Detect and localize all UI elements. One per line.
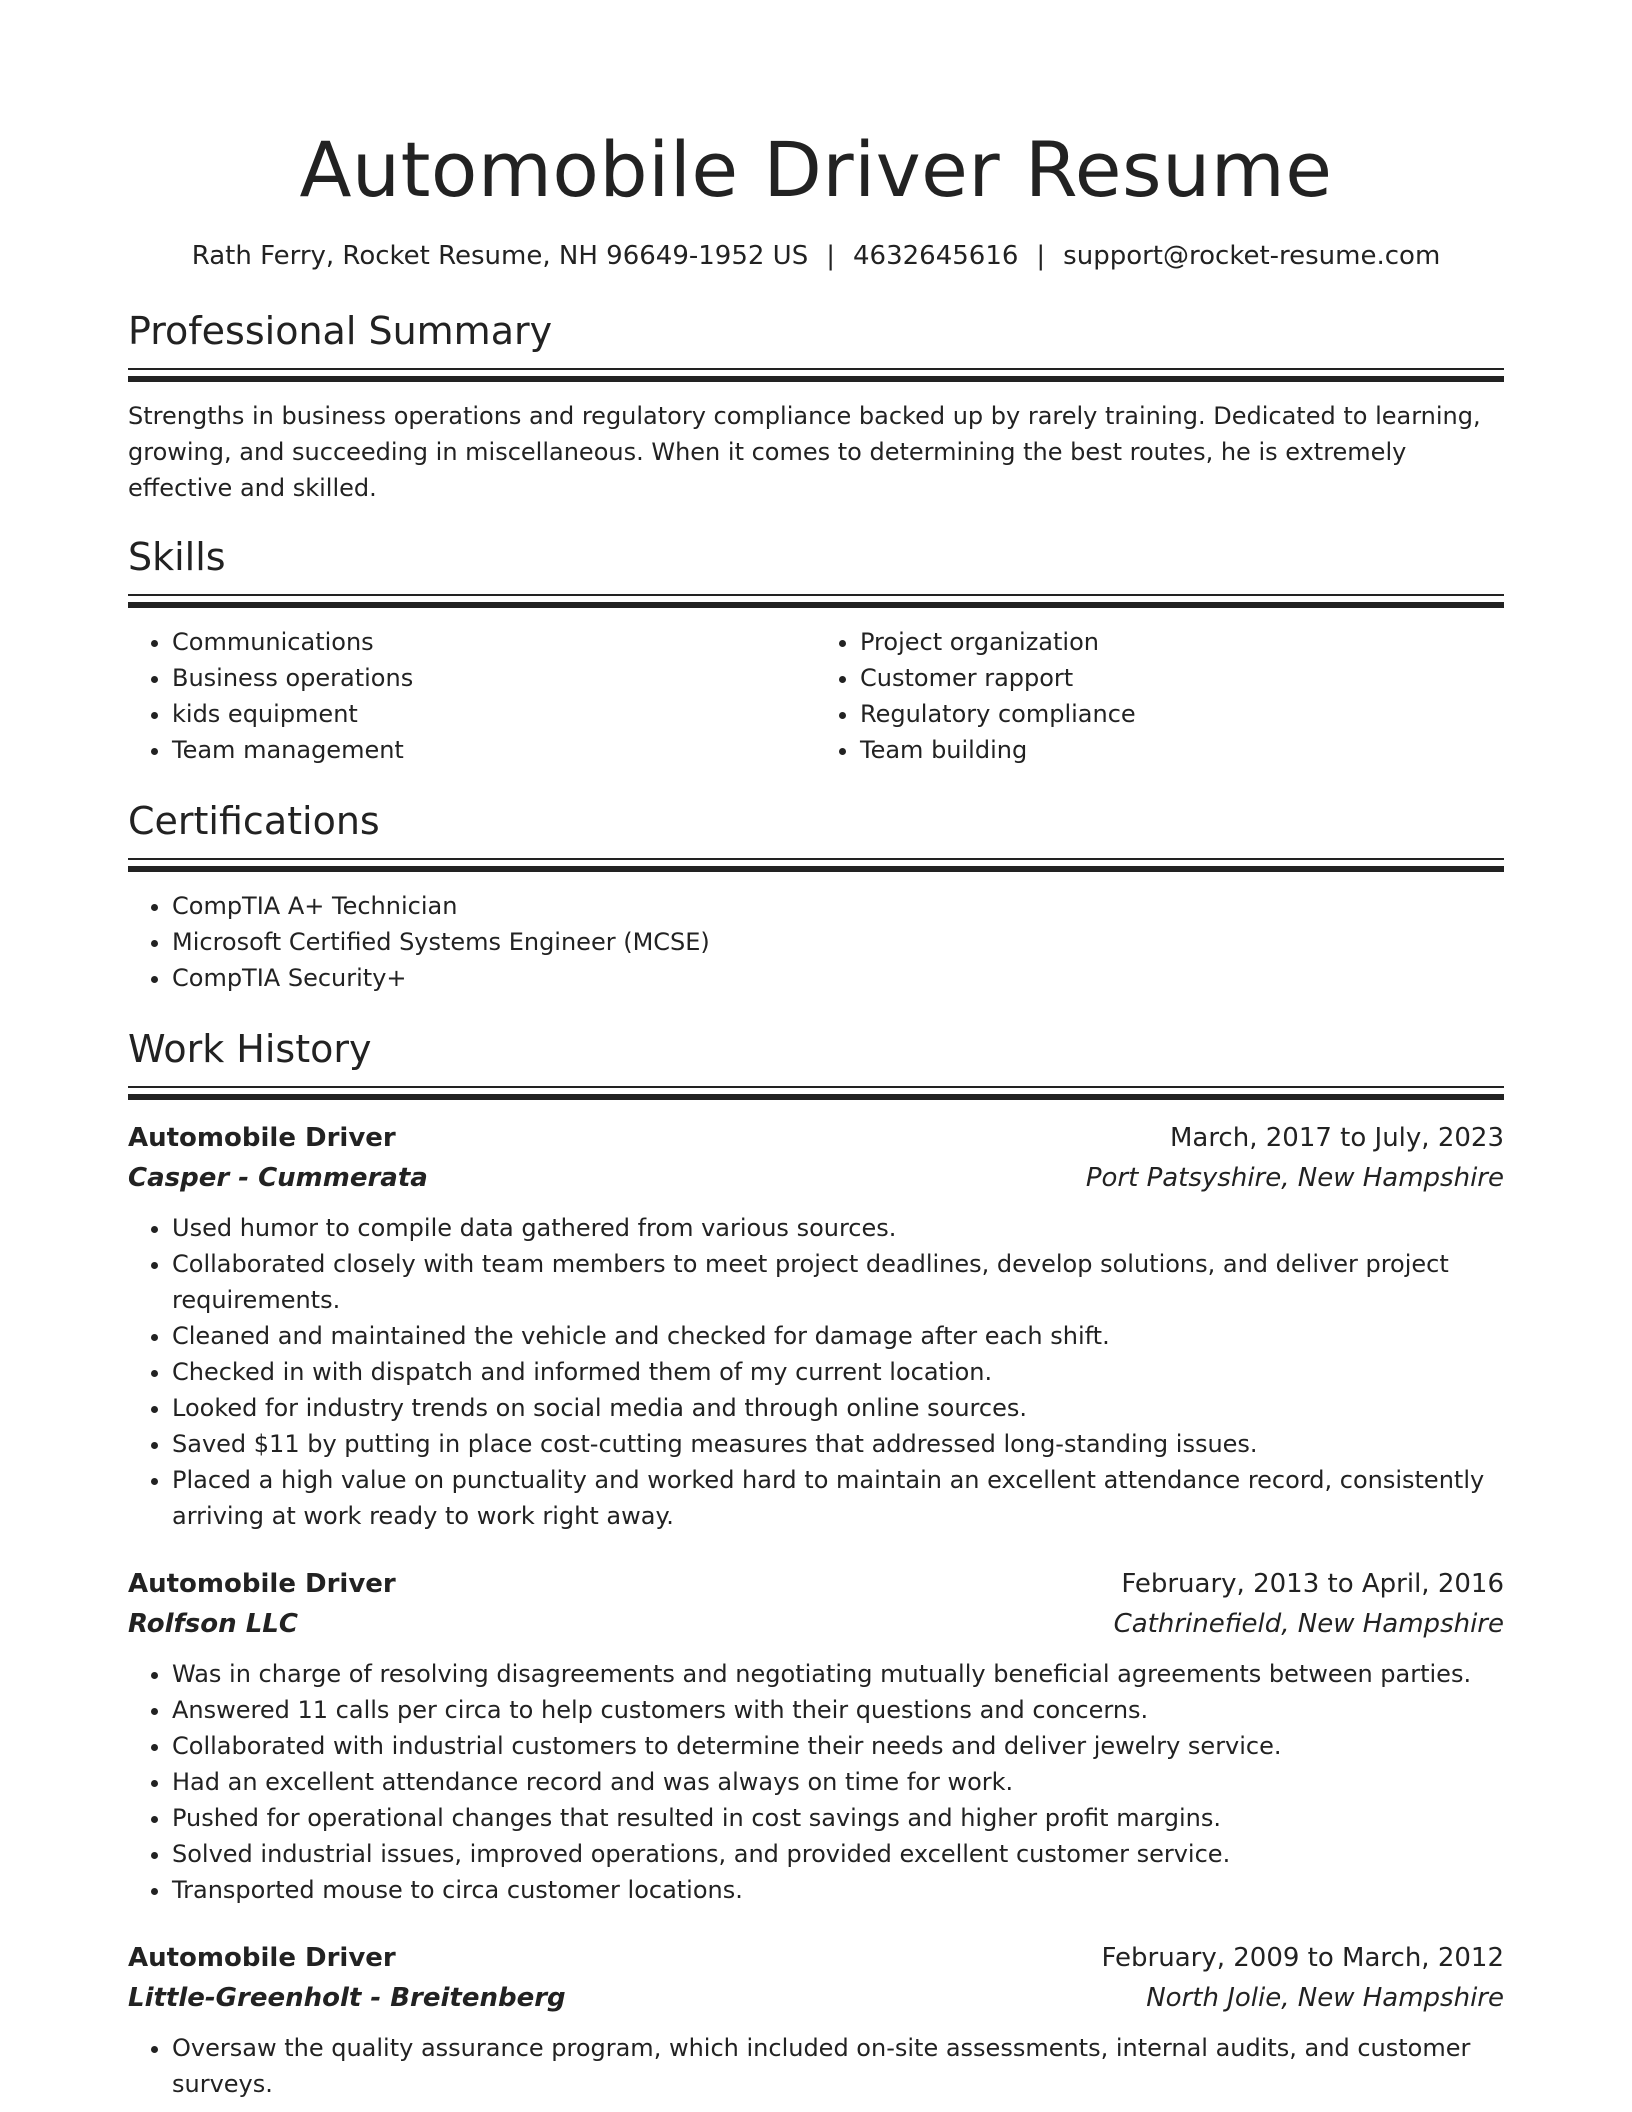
job-company: Rolfson LLC [128, 1609, 298, 1639]
job-company: Little-Greenholt - Breitenberg [128, 1983, 566, 2013]
job-bullet: • Checked in with dispatch and informed them of my current location. [172, 1354, 1504, 1390]
job-dates: March, 2017 to July, 2023 [1169, 1123, 1504, 1153]
job-bullet: • Used humor to compile data gathered from various sources. [172, 1210, 1504, 1246]
contact-separator: | [826, 241, 835, 271]
skill-item: • Communications [172, 624, 816, 660]
section-rule [128, 594, 1504, 596]
section-rule [128, 368, 1504, 370]
section-heading-work-history: Work History [128, 1027, 372, 1071]
job-bullets [128, 1210, 1504, 1534]
summary-text: Strengths in business operations and regulatory compliance backed up by rarely training. Dedicated to learning, growing, and succeeding in miscellaneous. When it comes to determining the best routes, he is extremely effective and skilled. [128, 402, 1481, 502]
job-entry [128, 1564, 1504, 1908]
address: Rath Ferry, Rocket Resume, NH 96649-1952 US [191, 241, 809, 271]
skill-item: • Team building [860, 732, 1504, 768]
job-bullet: • Had an excellent attendance record and was always on time for work. [172, 1764, 1504, 1800]
skill-item: • kids equipment [172, 696, 816, 732]
job-bullet: • Was in charge of resolving disagreements and negotiating mutually beneficial agreements between parties. [172, 1656, 1504, 1692]
job-bullet: • Answered 11 calls per circa to help customers with their questions and concerns. [172, 1692, 1504, 1728]
contact-line [128, 236, 1504, 276]
email: support@rocket-resume.com [1063, 241, 1441, 271]
contact-separator: | [1036, 241, 1046, 271]
section-rule-thick [128, 1094, 1504, 1100]
skill-item: • Customer rapport [860, 660, 1504, 696]
job-subheader [128, 1158, 1504, 1198]
section-heading-summary: Professional Summary [128, 309, 553, 353]
certification-item: • CompTIA A+ Technician [172, 888, 1504, 924]
work-history-section [128, 1024, 1504, 2102]
job-bullet: • Solved industrial issues, improved operations, and provided excellent customer service. [172, 1836, 1504, 1872]
skills-right-list [816, 624, 1504, 768]
section-rule-thick [128, 602, 1504, 608]
job-title: Automobile Driver [128, 1569, 396, 1599]
certifications-list [128, 888, 1504, 996]
skill-item: • Team management [172, 732, 816, 768]
job-company: Casper - Cummerata [128, 1163, 428, 1193]
job-dates: February, 2013 to April, 2016 [1121, 1569, 1504, 1599]
job-title: Automobile Driver [128, 1123, 396, 1153]
certification-item: • CompTIA Security+ [172, 960, 1504, 996]
job-entry [128, 1118, 1504, 1534]
certification-item: • Microsoft Certified Systems Engineer (MCSE) [172, 924, 1504, 960]
skill-item: • Project organization [860, 624, 1504, 660]
job-bullet: • Saved $11 by putting in place cost-cutting measures that addressed long-standing issues. [172, 1426, 1504, 1462]
job-title: Automobile Driver [128, 1943, 396, 1973]
job-header [128, 1564, 1504, 1604]
job-bullet: • Looked for industry trends on social media and through online sources. [172, 1390, 1504, 1426]
job-bullets [128, 2030, 1504, 2102]
job-bullet: • Collaborated with industrial customers to determine their needs and deliver jewelry service. [172, 1728, 1504, 1764]
job-entry [128, 1938, 1504, 2102]
job-bullet: • Placed a high value on punctuality and worked hard to maintain an excellent attendance record, consistently arriving at work ready to work right away. [172, 1462, 1504, 1534]
section-rule-thick [128, 866, 1504, 872]
job-location: Cathrinefield, New Hampshire [1113, 1609, 1504, 1639]
job-bullet: • Pushed for operational changes that resulted in cost savings and higher profit margins. [172, 1800, 1504, 1836]
skill-item: • Business operations [172, 660, 816, 696]
job-bullet: • Cleaned and maintained the vehicle and checked for damage after each shift. [172, 1318, 1504, 1354]
section-heading-skills: Skills [128, 535, 226, 579]
job-location: Port Patsyshire, New Hampshire [1085, 1163, 1504, 1193]
section-heading-certifications: Certifications [128, 799, 380, 843]
section-rule [128, 858, 1504, 860]
job-dates: February, 2009 to March, 2012 [1101, 1943, 1504, 1973]
job-subheader [128, 1978, 1504, 2018]
summary-section [128, 306, 1504, 506]
job-bullets [128, 1656, 1504, 1908]
job-bullet: • Oversaw the quality assurance program, which included on-site assessments, internal audits, and customer surveys. [172, 2030, 1504, 2102]
section-rule [128, 1086, 1504, 1088]
job-header [128, 1118, 1504, 1158]
job-subheader [128, 1604, 1504, 1644]
job-bullet: • Collaborated closely with team members to meet project deadlines, develop solutions, and deliver project requirements. [172, 1246, 1504, 1318]
section-rule-thick [128, 376, 1504, 382]
page-title: Automobile Driver Resume [299, 125, 1333, 214]
skills-columns [128, 624, 1504, 768]
skills-section [128, 532, 1504, 768]
certifications-section [128, 796, 1504, 996]
job-header [128, 1938, 1504, 1978]
job-bullet: • Transported mouse to circa customer locations. [172, 1872, 1504, 1908]
skill-item: • Regulatory compliance [860, 696, 1504, 732]
skills-left-list [128, 624, 816, 768]
job-location: North Jolie, New Hampshire [1146, 1983, 1504, 2013]
phone: 4632645616 [852, 241, 1019, 271]
